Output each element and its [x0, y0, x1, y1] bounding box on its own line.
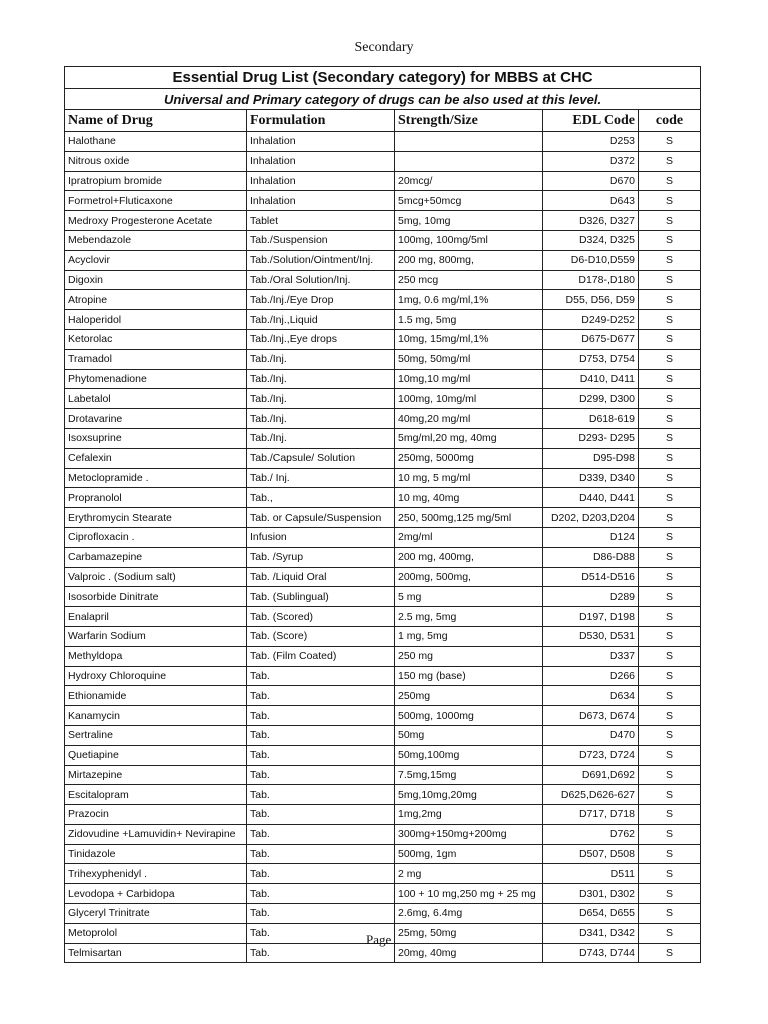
- table-row: [65, 310, 701, 330]
- edl-code-cell: D511: [543, 864, 639, 884]
- edl-code-cell: D675-D677: [543, 329, 639, 349]
- strength-cell: [395, 132, 543, 152]
- edl-code-cell: D253: [543, 132, 639, 152]
- table-row: [65, 805, 701, 825]
- drug-name-cell: Digoxin: [65, 270, 247, 290]
- code-cell: S: [639, 567, 701, 587]
- formulation-cell: Tab./ Inj.: [247, 468, 395, 488]
- edl-code-cell: D762: [543, 824, 639, 844]
- strength-cell: 150 mg (base): [395, 666, 543, 686]
- strength-cell: 20mg, 40mg: [395, 943, 543, 963]
- page-footer: Page: [366, 932, 392, 947]
- table-row: [65, 884, 701, 904]
- table-row: [65, 448, 701, 468]
- edl-code-cell: D341, D342: [543, 923, 639, 943]
- strength-cell: 2 mg: [395, 864, 543, 884]
- formulation-cell: Tab./Suspension: [247, 230, 395, 250]
- code-cell: S: [639, 527, 701, 547]
- code-cell: S: [639, 844, 701, 864]
- edl-code-cell: D440, D441: [543, 488, 639, 508]
- page-header: Secondary: [354, 40, 414, 55]
- strength-cell: 5 mg: [395, 587, 543, 607]
- code-cell: S: [639, 884, 701, 904]
- code-cell: S: [639, 448, 701, 468]
- table-row: [65, 171, 701, 191]
- strength-cell: 2mg/ml: [395, 527, 543, 547]
- column-header-strength: Strength/Size: [395, 110, 543, 132]
- strength-cell: 10 mg, 40mg: [395, 488, 543, 508]
- table-row: [65, 191, 701, 211]
- code-cell: S: [639, 706, 701, 726]
- edl-code-cell: D178-,D180: [543, 270, 639, 290]
- table-row: [65, 626, 701, 646]
- table-row: [65, 725, 701, 745]
- strength-cell: 1.5 mg, 5mg: [395, 310, 543, 330]
- strength-cell: 50mg, 50mg/ml: [395, 349, 543, 369]
- table-row: [65, 329, 701, 349]
- drug-name-cell: Sertraline: [65, 725, 247, 745]
- code-cell: S: [639, 132, 701, 152]
- drug-name-cell: Isoxsuprine: [65, 428, 247, 448]
- drug-name-cell: Levodopa + Carbidopa: [65, 884, 247, 904]
- edl-code-cell: D95-D98: [543, 448, 639, 468]
- table-row: [65, 290, 701, 310]
- drug-name-cell: Hydroxy Chloroquine: [65, 666, 247, 686]
- code-cell: S: [639, 785, 701, 805]
- table-title: Essential Drug List (Secondary category) for MBBS at CHC: [65, 67, 701, 89]
- formulation-cell: Tab.: [247, 765, 395, 785]
- strength-cell: 5mcg+50mcg: [395, 191, 543, 211]
- drug-name-cell: Propranolol: [65, 488, 247, 508]
- code-cell: S: [639, 508, 701, 528]
- edl-code-cell: D293- D295: [543, 428, 639, 448]
- table-row: [65, 844, 701, 864]
- drug-name-cell: Escitalopram: [65, 785, 247, 805]
- drug-name-cell: Ketorolac: [65, 329, 247, 349]
- strength-cell: 1mg,2mg: [395, 805, 543, 825]
- code-cell: S: [639, 686, 701, 706]
- drug-name-cell: Formetrol+Fluticaxone: [65, 191, 247, 211]
- edl-code-cell: D743, D744: [543, 943, 639, 963]
- formulation-cell: Tab.: [247, 666, 395, 686]
- code-cell: S: [639, 191, 701, 211]
- table-row: [65, 706, 701, 726]
- formulation-cell: Tab.: [247, 943, 395, 963]
- code-cell: S: [639, 765, 701, 785]
- strength-cell: 50mg,100mg: [395, 745, 543, 765]
- code-cell: S: [639, 805, 701, 825]
- strength-cell: 250 mcg: [395, 270, 543, 290]
- table-row: [65, 230, 701, 250]
- edl-code-cell: D299, D300: [543, 389, 639, 409]
- table-subtitle: Universal and Primary category of drugs can be also used at this level.: [65, 89, 701, 110]
- formulation-cell: Tab./Inj.,Liquid: [247, 310, 395, 330]
- drug-name-cell: Glyceryl Trinitrate: [65, 904, 247, 924]
- edl-code-cell: D86-D88: [543, 547, 639, 567]
- formulation-cell: Tab.: [247, 745, 395, 765]
- drug-name-cell: Mirtazepine: [65, 765, 247, 785]
- edl-code-cell: D654, D655: [543, 904, 639, 924]
- edl-code-cell: D289: [543, 587, 639, 607]
- edl-code-cell: D197, D198: [543, 607, 639, 627]
- edl-code-cell: D673, D674: [543, 706, 639, 726]
- formulation-cell: Tab.: [247, 725, 395, 745]
- code-cell: S: [639, 468, 701, 488]
- formulation-cell: Tab.,: [247, 488, 395, 508]
- drug-name-cell: Metoprolol: [65, 923, 247, 943]
- code-cell: S: [639, 904, 701, 924]
- drug-rows: [65, 132, 701, 963]
- edl-code-cell: D670: [543, 171, 639, 191]
- drug-name-cell: Trihexyphenidyl .: [65, 864, 247, 884]
- formulation-cell: Inhalation: [247, 191, 395, 211]
- drug-name-cell: Prazocin: [65, 805, 247, 825]
- formulation-cell: Tab./Solution/Ointment/Inj.: [247, 250, 395, 270]
- strength-cell: 100mg, 10mg/ml: [395, 389, 543, 409]
- column-header-formulation: Formulation: [247, 110, 395, 132]
- table-row: [65, 547, 701, 567]
- table-row: [65, 250, 701, 270]
- edl-code-cell: D202, D203,D204: [543, 508, 639, 528]
- formulation-cell: Tab./Inj.: [247, 409, 395, 429]
- edl-code-cell: D717, D718: [543, 805, 639, 825]
- code-cell: S: [639, 666, 701, 686]
- code-cell: S: [639, 607, 701, 627]
- edl-code-cell: D55, D56, D59: [543, 290, 639, 310]
- drug-name-cell: Tramadol: [65, 349, 247, 369]
- formulation-cell: Inhalation: [247, 151, 395, 171]
- column-header-edl-code: EDL Code: [543, 110, 639, 132]
- code-cell: S: [639, 270, 701, 290]
- table-row: [65, 508, 701, 528]
- strength-cell: 250 mg: [395, 646, 543, 666]
- drug-name-cell: Medroxy Progesterone Acetate: [65, 211, 247, 231]
- strength-cell: 10mg,10 mg/ml: [395, 369, 543, 389]
- formulation-cell: Inhalation: [247, 132, 395, 152]
- edl-code-cell: D124: [543, 527, 639, 547]
- strength-cell: 1 mg, 5mg: [395, 626, 543, 646]
- drug-name-cell: Kanamycin: [65, 706, 247, 726]
- formulation-cell: Tab.: [247, 904, 395, 924]
- edl-code-cell: D507, D508: [543, 844, 639, 864]
- code-cell: S: [639, 349, 701, 369]
- code-cell: S: [639, 290, 701, 310]
- code-cell: S: [639, 864, 701, 884]
- edl-code-cell: D324, D325: [543, 230, 639, 250]
- table-row: [65, 488, 701, 508]
- drug-name-cell: Labetalol: [65, 389, 247, 409]
- edl-code-cell: D301, D302: [543, 884, 639, 904]
- table-row: [65, 666, 701, 686]
- drug-name-cell: Enalapril: [65, 607, 247, 627]
- formulation-cell: Tab./Inj./Eye Drop: [247, 290, 395, 310]
- strength-cell: 5mg, 10mg: [395, 211, 543, 231]
- edl-code-cell: D691,D692: [543, 765, 639, 785]
- formulation-cell: Tab.: [247, 844, 395, 864]
- edl-code-cell: D266: [543, 666, 639, 686]
- table-row: [65, 765, 701, 785]
- drug-name-cell: Quetiapine: [65, 745, 247, 765]
- code-cell: S: [639, 824, 701, 844]
- strength-cell: 200mg, 500mg,: [395, 567, 543, 587]
- edl-code-cell: D339, D340: [543, 468, 639, 488]
- formulation-cell: Tab./Inj.: [247, 389, 395, 409]
- drug-name-cell: Erythromycin Stearate: [65, 508, 247, 528]
- formulation-cell: Tab. (Score): [247, 626, 395, 646]
- edl-code-cell: D6-D10,D559: [543, 250, 639, 270]
- table-row: [65, 567, 701, 587]
- code-cell: S: [639, 171, 701, 191]
- strength-cell: 200 mg, 400mg,: [395, 547, 543, 567]
- code-cell: S: [639, 310, 701, 330]
- drug-name-cell: Ipratropium bromide: [65, 171, 247, 191]
- code-cell: S: [639, 587, 701, 607]
- table-row: [65, 132, 701, 152]
- code-cell: S: [639, 250, 701, 270]
- code-cell: S: [639, 428, 701, 448]
- code-cell: S: [639, 369, 701, 389]
- code-cell: S: [639, 488, 701, 508]
- formulation-cell: Tab.: [247, 824, 395, 844]
- formulation-cell: Infusion: [247, 527, 395, 547]
- drug-name-cell: Drotavarine: [65, 409, 247, 429]
- code-cell: S: [639, 646, 701, 666]
- code-cell: S: [639, 626, 701, 646]
- code-cell: S: [639, 725, 701, 745]
- edl-code-cell: D372: [543, 151, 639, 171]
- strength-cell: 100mg, 100mg/5ml: [395, 230, 543, 250]
- table-row: [65, 151, 701, 171]
- strength-cell: 2.5 mg, 5mg: [395, 607, 543, 627]
- drug-name-cell: Isosorbide Dinitrate: [65, 587, 247, 607]
- edl-code-cell: D723, D724: [543, 745, 639, 765]
- edl-code-cell: D410, D411: [543, 369, 639, 389]
- formulation-cell: Tab./Oral Solution/Inj.: [247, 270, 395, 290]
- drug-name-cell: Valproic . (Sodium salt): [65, 567, 247, 587]
- drug-name-cell: Halothane: [65, 132, 247, 152]
- table-row: [65, 864, 701, 884]
- table-row: [65, 646, 701, 666]
- drug-name-cell: Cefalexin: [65, 448, 247, 468]
- strength-cell: 5mg/ml,20 mg, 40mg: [395, 428, 543, 448]
- edl-code-cell: D625,D626-627: [543, 785, 639, 805]
- code-cell: S: [639, 547, 701, 567]
- drug-name-cell: Haloperidol: [65, 310, 247, 330]
- strength-cell: 25mg, 50mg: [395, 923, 543, 943]
- drug-name-cell: Metoclopramide .: [65, 468, 247, 488]
- formulation-cell: Tab.: [247, 706, 395, 726]
- strength-cell: 250mg, 5000mg: [395, 448, 543, 468]
- formulation-cell: Tab. (Scored): [247, 607, 395, 627]
- formulation-cell: Tablet: [247, 211, 395, 231]
- strength-cell: 7.5mg,15mg: [395, 765, 543, 785]
- code-cell: S: [639, 943, 701, 963]
- table-row: [65, 409, 701, 429]
- drug-name-cell: Phytomenadione: [65, 369, 247, 389]
- table-row: [65, 587, 701, 607]
- formulation-cell: Tab./Inj.: [247, 349, 395, 369]
- code-cell: S: [639, 745, 701, 765]
- formulation-cell: Tab.: [247, 884, 395, 904]
- strength-cell: 20mcg/: [395, 171, 543, 191]
- column-header-code: code: [639, 110, 701, 132]
- strength-cell: 300mg+150mg+200mg: [395, 824, 543, 844]
- table-row: [65, 428, 701, 448]
- drug-name-cell: Zidovudine +Lamuvidin+ Nevirapine: [65, 824, 247, 844]
- formulation-cell: Tab./Inj.: [247, 428, 395, 448]
- strength-cell: 10mg, 15mg/ml,1%: [395, 329, 543, 349]
- table-row: [65, 270, 701, 290]
- strength-cell: 50mg: [395, 725, 543, 745]
- strength-cell: 40mg,20 mg/ml: [395, 409, 543, 429]
- edl-code-cell: D337: [543, 646, 639, 666]
- code-cell: S: [639, 151, 701, 171]
- strength-cell: 2.6mg, 6.4mg: [395, 904, 543, 924]
- formulation-cell: Tab. (Sublingual): [247, 587, 395, 607]
- edl-code-cell: D249-D252: [543, 310, 639, 330]
- table-row: [65, 211, 701, 231]
- formulation-cell: Inhalation: [247, 171, 395, 191]
- formulation-cell: Tab./Capsule/ Solution: [247, 448, 395, 468]
- drug-name-cell: Mebendazole: [65, 230, 247, 250]
- formulation-cell: Tab.: [247, 805, 395, 825]
- formulation-cell: Tab./Inj.: [247, 369, 395, 389]
- strength-cell: 250mg: [395, 686, 543, 706]
- strength-cell: [395, 151, 543, 171]
- table-row: [65, 468, 701, 488]
- formulation-cell: Tab.: [247, 864, 395, 884]
- edl-code-cell: D753, D754: [543, 349, 639, 369]
- code-cell: S: [639, 211, 701, 231]
- drug-name-cell: Nitrous oxide: [65, 151, 247, 171]
- edl-code-cell: D634: [543, 686, 639, 706]
- strength-cell: 500mg, 1000mg: [395, 706, 543, 726]
- code-cell: S: [639, 389, 701, 409]
- strength-cell: 10 mg, 5 mg/ml: [395, 468, 543, 488]
- formulation-cell: Tab. or Capsule/Suspension: [247, 508, 395, 528]
- formulation-cell: Tab. /Liquid Oral: [247, 567, 395, 587]
- table-row: [65, 745, 701, 765]
- table-row: [65, 527, 701, 547]
- drug-name-cell: Ciprofloxacin .: [65, 527, 247, 547]
- edl-code-cell: D643: [543, 191, 639, 211]
- table-row: [65, 686, 701, 706]
- formulation-cell: Tab. /Syrup: [247, 547, 395, 567]
- code-cell: S: [639, 329, 701, 349]
- strength-cell: 250, 500mg,125 mg/5ml: [395, 508, 543, 528]
- drug-name-cell: Telmisartan: [65, 943, 247, 963]
- table-row: [65, 904, 701, 924]
- drug-name-cell: Carbamazepine: [65, 547, 247, 567]
- code-cell: S: [639, 923, 701, 943]
- drug-name-cell: Tinidazole: [65, 844, 247, 864]
- drug-list-table: [64, 66, 701, 963]
- drug-name-cell: Acyclovir: [65, 250, 247, 270]
- drug-name-cell: Methyldopa: [65, 646, 247, 666]
- edl-code-cell: D618-619: [543, 409, 639, 429]
- strength-cell: 5mg,10mg,20mg: [395, 785, 543, 805]
- edl-code-cell: D514-D516: [543, 567, 639, 587]
- table-row: [65, 369, 701, 389]
- drug-name-cell: Warfarin Sodium: [65, 626, 247, 646]
- edl-code-cell: D326, D327: [543, 211, 639, 231]
- drug-name-cell: Ethionamide: [65, 686, 247, 706]
- column-header-row: [65, 110, 701, 132]
- formulation-cell: Tab.: [247, 923, 395, 943]
- formulation-cell: Tab. (Film Coated): [247, 646, 395, 666]
- formulation-cell: Tab.: [247, 686, 395, 706]
- drug-name-cell: Atropine: [65, 290, 247, 310]
- table-row: [65, 607, 701, 627]
- table-row: [65, 349, 701, 369]
- table-row: [65, 389, 701, 409]
- code-cell: S: [639, 409, 701, 429]
- strength-cell: 100 + 10 mg,250 mg + 25 mg: [395, 884, 543, 904]
- edl-code-cell: D470: [543, 725, 639, 745]
- edl-code-cell: D530, D531: [543, 626, 639, 646]
- strength-cell: 500mg, 1gm: [395, 844, 543, 864]
- formulation-cell: Tab./Inj.,Eye drops: [247, 329, 395, 349]
- strength-cell: 200 mg, 800mg,: [395, 250, 543, 270]
- table-row: [65, 785, 701, 805]
- formulation-cell: Tab.: [247, 785, 395, 805]
- table-row: [65, 824, 701, 844]
- column-header-name: Name of Drug: [65, 110, 247, 132]
- code-cell: S: [639, 230, 701, 250]
- strength-cell: 1mg, 0.6 mg/ml,1%: [395, 290, 543, 310]
